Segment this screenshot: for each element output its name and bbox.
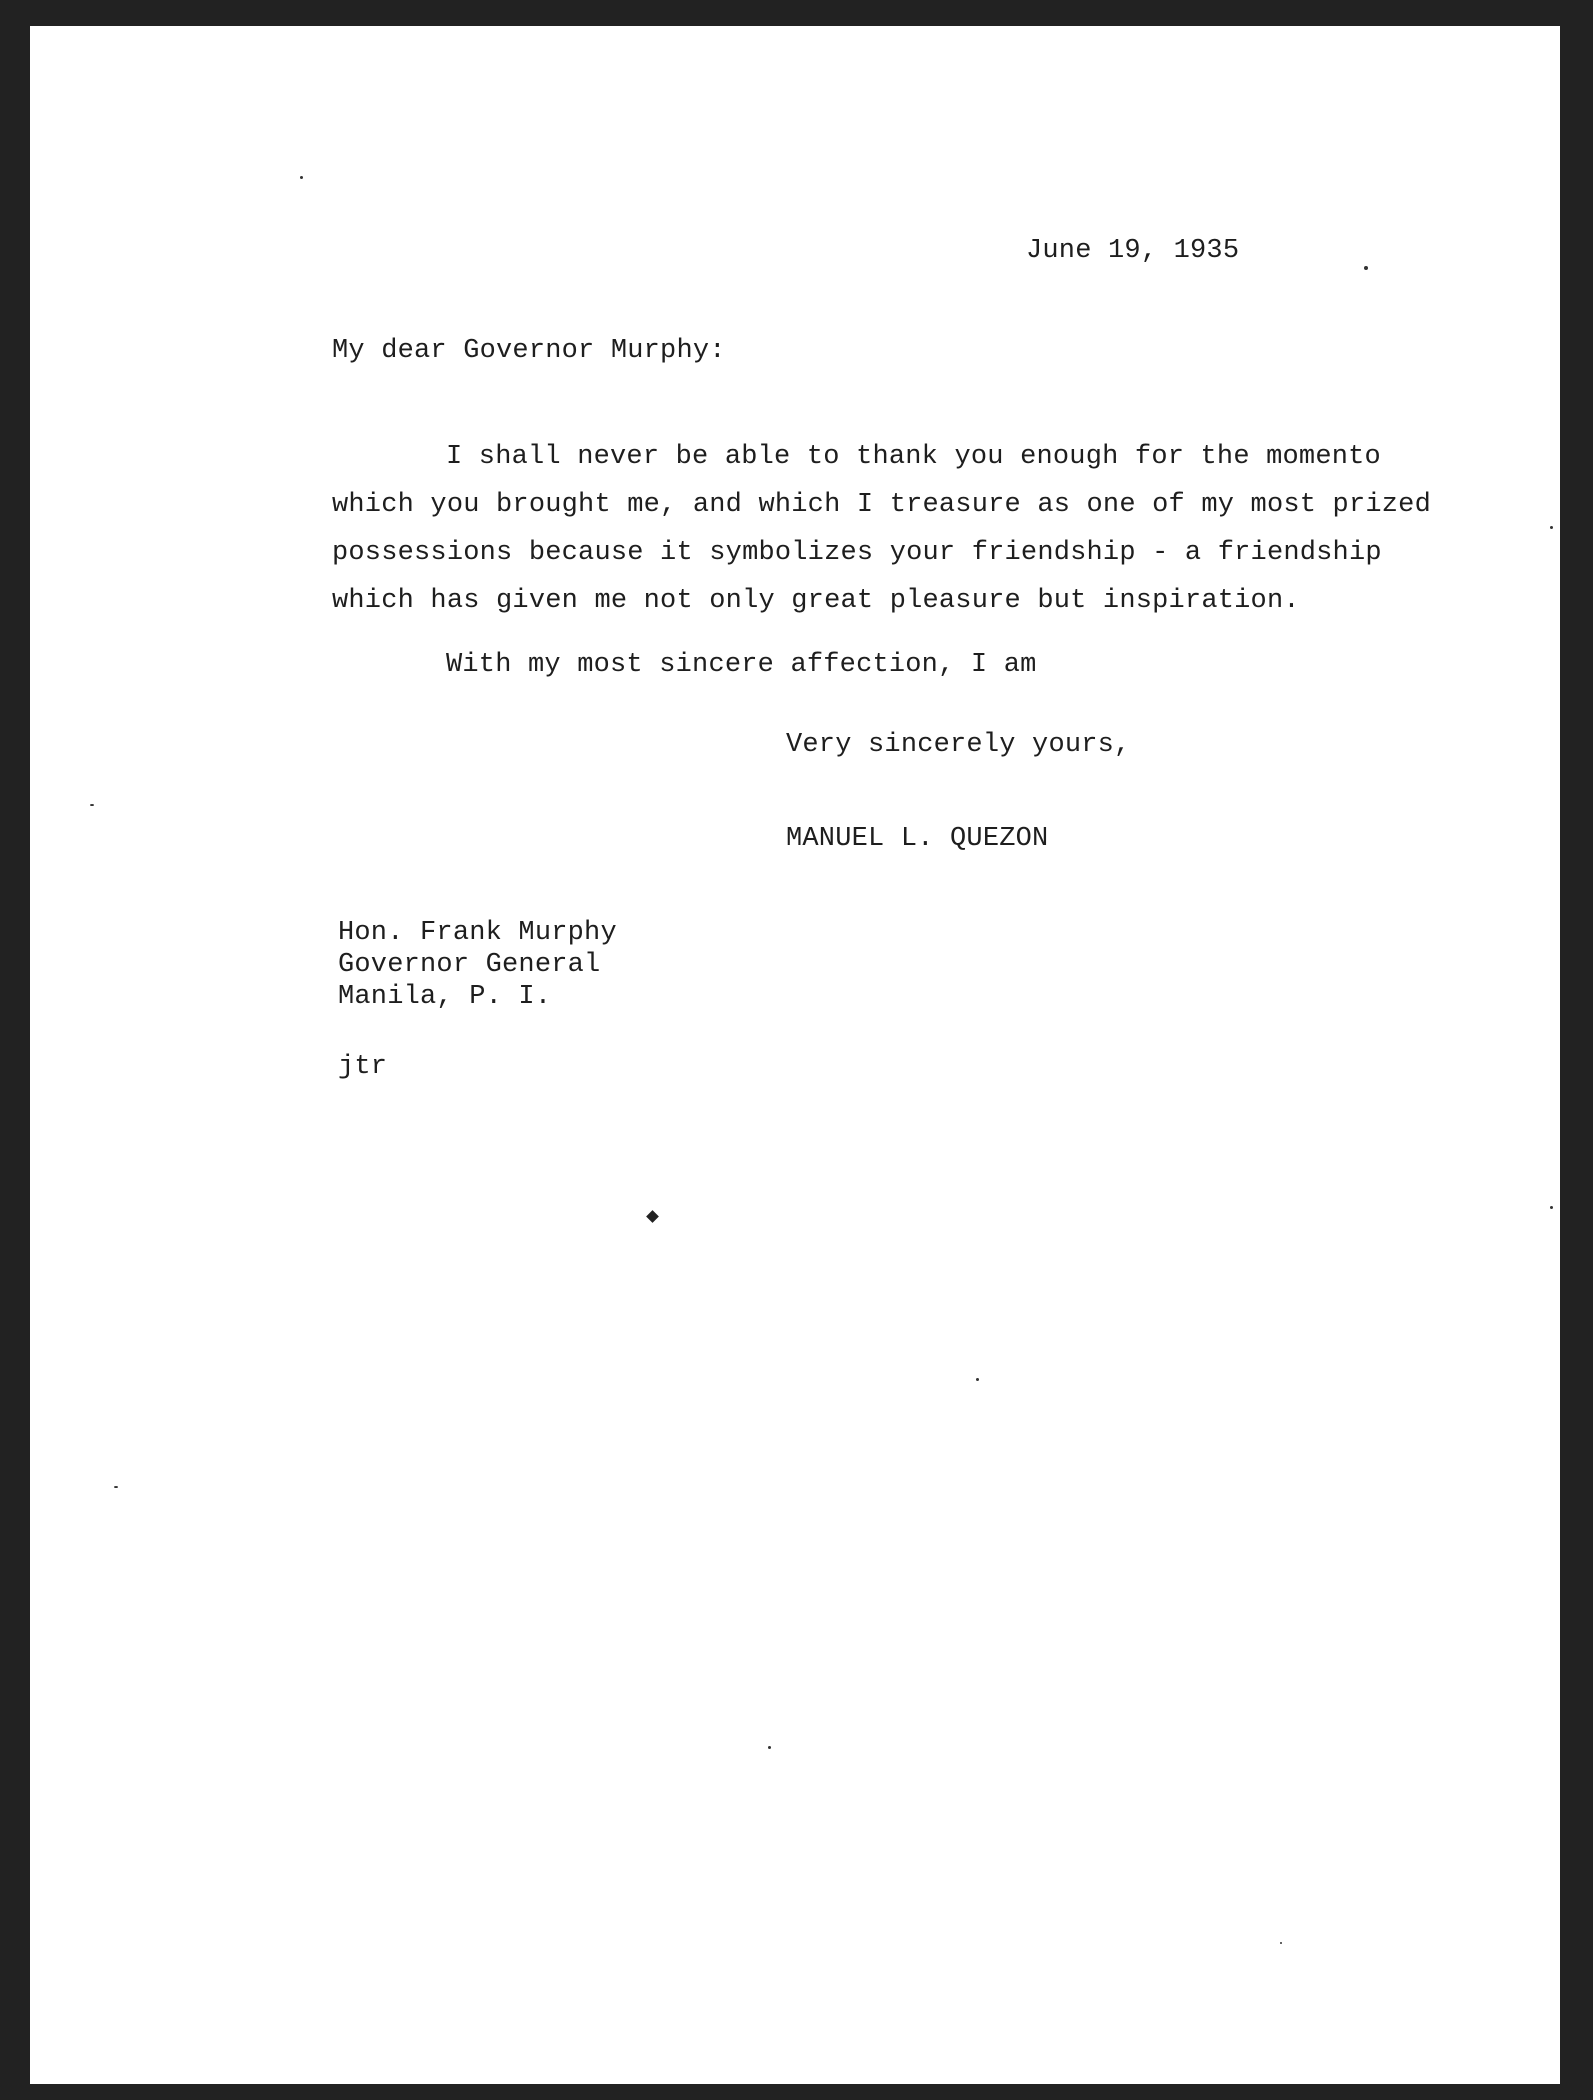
closing-sentence: With my most sincere affection, I am: [446, 650, 1037, 680]
ink-mark: [646, 1210, 659, 1223]
letter-page: [30, 26, 1560, 2084]
body-line-4: which has given me not only great pleasure but inspiration.: [332, 586, 1300, 616]
scan-speck: [976, 1378, 979, 1381]
scan-speck: [90, 804, 94, 806]
scan-speck: [1280, 1942, 1282, 1944]
letter-date: June 19, 1935: [1026, 236, 1240, 266]
scan-speck: [1550, 526, 1553, 529]
salutation: My dear Governor Murphy:: [332, 336, 726, 366]
scan-speck: [1364, 266, 1368, 270]
complimentary-close: Very sincerely yours,: [786, 730, 1131, 760]
body-line-1: I shall never be able to thank you enough for the momento: [446, 442, 1381, 472]
recipient-line-3: Manila, P. I.: [338, 982, 552, 1012]
scan-speck: [114, 1486, 118, 1488]
body-line-3: possessions because it symbolizes your friendship - a friendship: [332, 538, 1382, 568]
recipient-line-2: Governor General: [338, 950, 601, 980]
recipient-line-1: Hon. Frank Murphy: [338, 918, 617, 948]
scan-speck: [1550, 1206, 1553, 1209]
signature-name: MANUEL L. QUEZON: [786, 824, 1049, 854]
scan-speck: [300, 176, 303, 179]
scan-speck: [768, 1746, 771, 1749]
body-line-2: which you brought me, and which I treasure as one of my most prized: [332, 490, 1431, 520]
typist-initials: jtr: [338, 1052, 388, 1082]
